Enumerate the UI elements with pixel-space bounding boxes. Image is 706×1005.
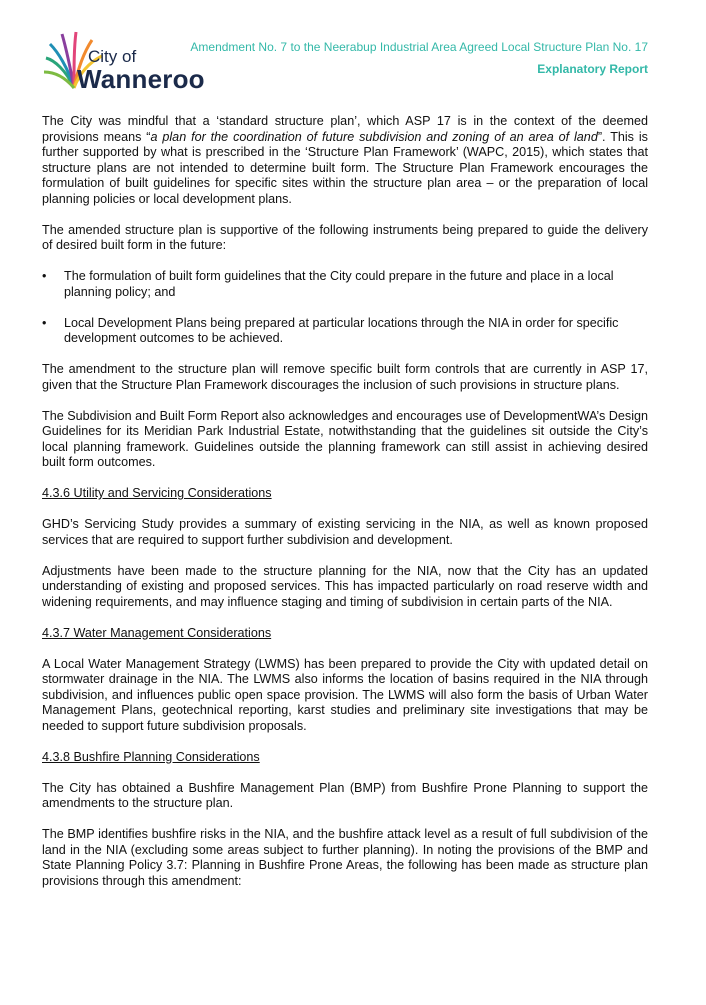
heading-4-3-7: 4.3.7 Water Management Considerations <box>42 625 272 640</box>
list-item-text: The formulation of built form guidelines that the City could prepare in the future and place in a local planning policy; and <box>64 269 614 299</box>
paragraph-lwms: A Local Water Management Strategy (LWMS) has been prepared to provide the City with updated detail on stormwater drainage in the NIA. The LWMS also informs the location of basins required in the NIA through subdivision, and influences public open space provision. The LWMS will also form the basis of Urban Water Management Plans, geotechnical reporting, karst studies and preliminary site investigations that may be needed to support future subdivision proposals. <box>42 656 648 733</box>
quoted-definition: a plan for the coordination of future subdivision and zoning of an area of land <box>150 129 598 144</box>
paragraph-text: The City was mindful that a ‘standard structure plan’, which ASP 17 is in the context of the deemed provisions means “ <box>42 114 648 144</box>
bullet-icon: • <box>42 315 47 330</box>
heading-4-3-6: 4.3.6 Utility and Servicing Considerations <box>42 486 272 500</box>
document-body <box>42 114 648 905</box>
bullet-icon: • <box>42 269 47 283</box>
paragraph-supportive-instruments: The amended structure plan is supportive of the following instruments being prepared to guide the delivery of desired built form in the future: <box>42 222 648 252</box>
heading-4-3-8: 4.3.8 Bushfire Planning Considerations <box>42 749 260 764</box>
paragraph-bmp-risks: The BMP identifies bushfire risks in the NIA, and the bushfire attack level as a result of full subdivision of the land in the NIA (excluding some areas subject to further planning). In noting the provisions of the BMP and State Planning Policy 3.7: Planning in Bushfire Prone Areas, the following has been made as structure plan provisions through this amendment: <box>42 827 648 888</box>
paragraph-bmp-obtained: The City has obtained a Bushfire Management Plan (BMP) from Bushfire Prone Planning to support the amendments to the structure plan. <box>42 780 648 810</box>
paragraph-structure-plan-definition <box>42 114 648 207</box>
list-item-text: Local Development Plans being prepared at particular locations through the NIA in order for specific development outcomes to be achieved. <box>64 315 619 345</box>
paragraph-design-guidelines: The Subdivision and Built Form Report also acknowledges and encourages use of DevelopmentWA’s Design Guidelines for its Meridian Park Industrial Estate, notwithstanding that the guidelines sit outside the City’s local planning framework. Guidelines outside the planning framework can still assist in achieving desired built form outcomes. <box>42 408 648 469</box>
logo-text-wanneroo: Wanneroo <box>77 64 205 94</box>
paragraph-servicing-adjustments: Adjustments have been made to the structure planning for the NIA, now that the City has an updated understanding of existing and proposed services. This has impacted particularly on road reserve width and widening requirements, and may influence staging and timing of subdivision in certain parts of the NIA. <box>42 563 648 609</box>
paragraph-built-form-controls: The amendment to the structure plan will remove specific built form controls that are currently in ASP 17, given that the Structure Plan Framework discourages the inclusion of such provisions in structure plans. <box>42 362 648 392</box>
document-subtitle: Explanatory Report <box>537 62 648 76</box>
list-item <box>42 316 648 347</box>
paragraph-text: ”. This is further supported by what is prescribed in the ‘Structure Plan Framework’ (WAPC, 2015), which states that structure plans are not intended to determine built form. The Structure Plan Framework encourages the formulation of built guidelines for specific sites within the structure plan area – or the preparation of local planning policies or local development plans. <box>42 129 648 206</box>
list-item <box>42 269 648 300</box>
instrument-list <box>42 269 648 347</box>
paragraph-servicing-study: GHD’s Servicing Study provides a summary of existing servicing in the NIA, as well as known proposed services that are required to support further subdivision and development. <box>42 517 648 547</box>
logo-text-city-of: City of <box>88 47 137 66</box>
document-title: Amendment No. 7 to the Neerabup Industrial Area Agreed Local Structure Plan No. 17 <box>190 40 648 54</box>
